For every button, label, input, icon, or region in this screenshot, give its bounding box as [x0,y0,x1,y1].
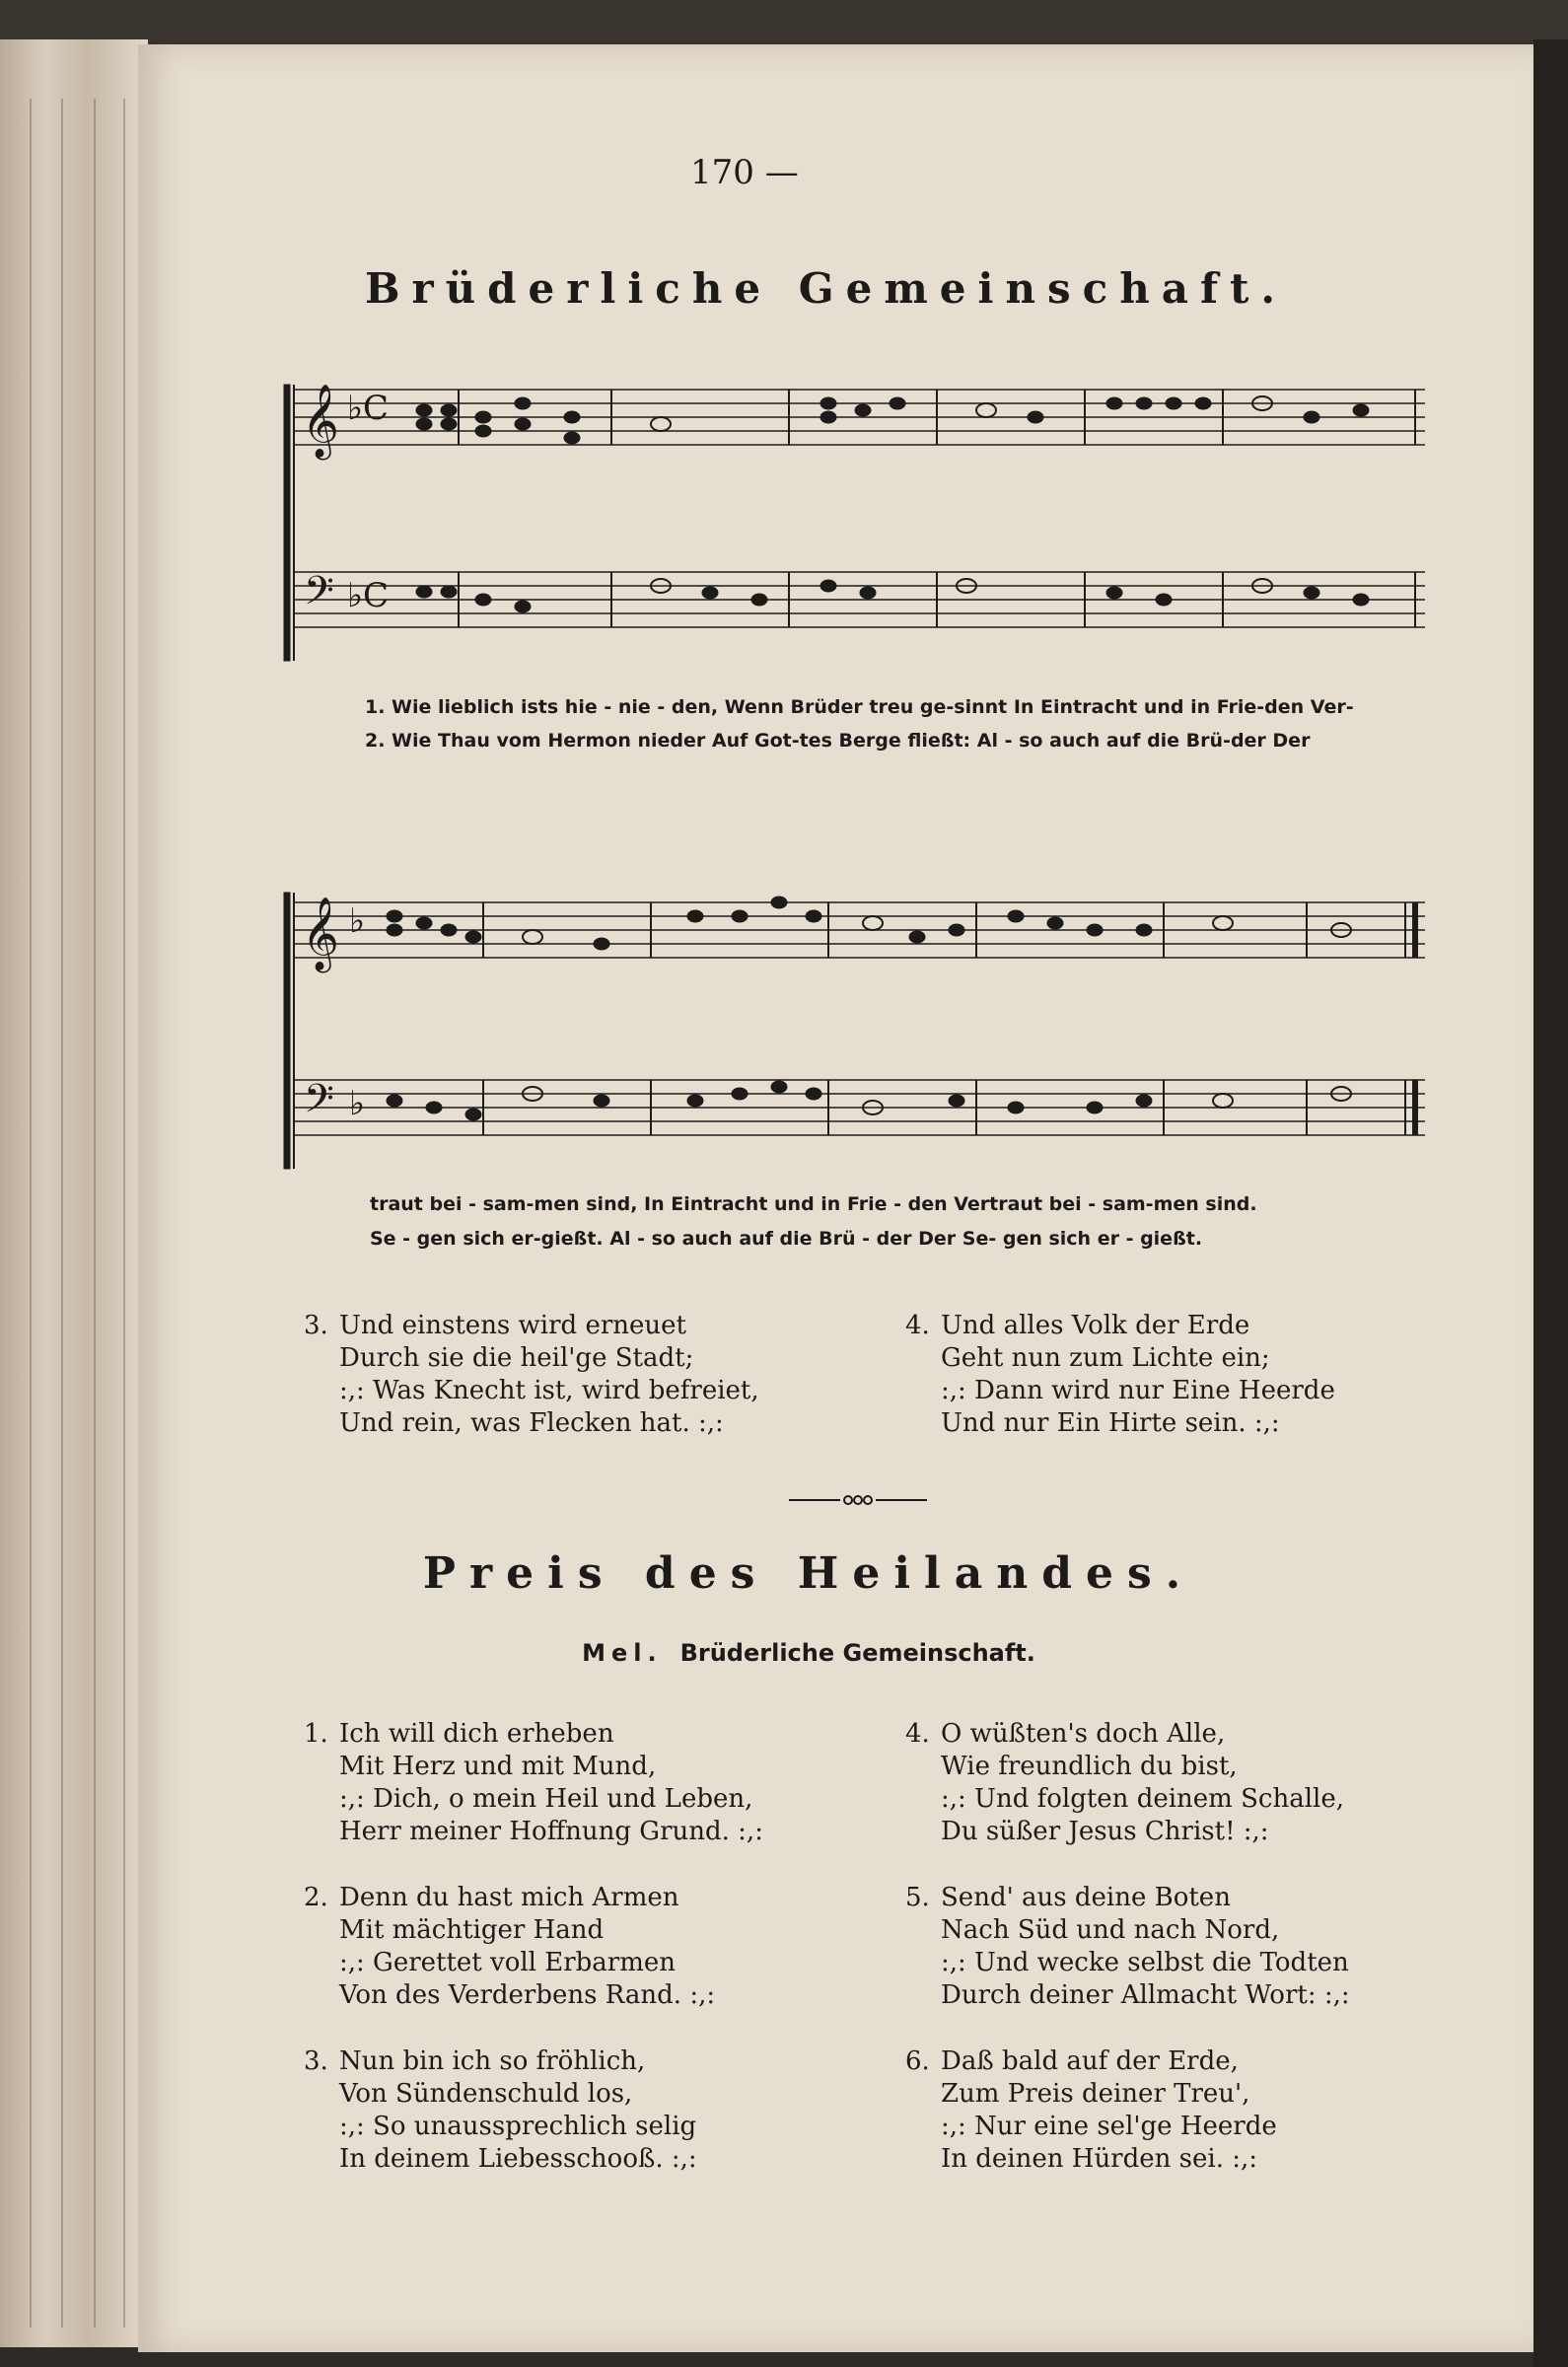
lyrics-line-2a: traut bei - sam-men sind, In Eintracht und in Frie - den Vertraut bei - sam-men sind. [370,1193,1257,1215]
lyrics-line-1b: 2. Wie Thau vom Hermon nieder Auf Got-tes Berge fließt: Al - so auch auf die Brü-der Der [365,730,1311,752]
svg-text:♭: ♭ [349,901,366,941]
melody-name: Brüderliche Gemeinschaft. [679,1639,1035,1667]
svg-text:♭C: ♭C [347,389,390,428]
treble-clef-icon: 𝄞 [302,897,339,970]
verse-block-p5: 5. Send' aus deine Boten Nach Süd und nach Nord, :,: Und wecke selbst die Todten Durch deiner Allmacht Wort: :,: [905,1883,1350,2010]
music-system-2 [284,893,1425,1169]
bass-clef-icon: 𝄢 [304,568,334,623]
song-title-1: Brüderliche Gemeinschaft. [365,264,1288,313]
bass-clef-icon: 𝄢 [304,1076,334,1131]
treble-clef-icon: 𝄞 [302,385,339,458]
verse-block-p3: 3. Nun bin ich so fröhlich, Von Sündenschuld los, :,: So unaussprechlich selig In deinem Liebesschooß. :,: [304,2046,697,2174]
section-divider-icon [789,1494,927,1506]
verse-block-p1: 1. Ich will dich erheben Mit Herz und mit Mund, :,: Dich, o mein Heil und Leben, Herr meiner Hoffnung Grund. :,: [304,1719,763,1846]
book-right-edge [1533,39,1568,2367]
verse-block-p6: 6. Daß bald auf der Erde, Zum Preis deiner Treu', :,: Nur eine sel'ge Heerde In deinen Hürden sei. :,: [905,2046,1277,2174]
sheet-music [276,365,1440,1174]
verse-block-3: 3. Und einstens wird erneuet Durch sie die heil'ge Stadt; :,: Was Knecht ist, wird befreiet, Und rein, was Flecken hat. :,: [304,1311,759,1438]
melody-reference [473,1639,1144,1667]
verse-block-p2: 2. Denn du hast mich Armen Mit mächtiger Hand :,: Gerettet voll Erbarmen Von des Verderbens Rand. :,: [304,1883,716,2010]
svg-text:♭: ♭ [349,1084,366,1123]
left-page-stack [0,39,148,2347]
verse-block-4: 4. Und alles Volk der Erde Geht nun zum Lichte ein; :,: Dann wird nur Eine Heerde Und nur Ein Hirte sein. :,: [905,1311,1335,1438]
lyrics-line-1a: 1. Wie lieblich ists hie - nie - den, Wenn Brüder treu ge-sinnt In Eintracht und in Frie-den Ver- [365,696,1354,718]
lyrics-line-2b: Se - gen sich er-gießt. Al - so auch auf die Brü - der Der Se- gen sich er - gießt. [370,1228,1203,1250]
svg-text:♭C: ♭C [347,576,390,615]
verse-block-p4: 4. O wüßten's doch Alle, Wie freundlich du bist, :,: Und folgten deinem Schalle, Du süßer Jesus Christ! :,: [905,1719,1344,1846]
melody-label: Mel. [582,1639,663,1667]
page-number: 170 — [690,153,799,192]
notes-system-1 [416,396,1369,612]
music-system-1 [284,385,1425,661]
song-title-2: Preis des Heilandes. [422,1548,1195,1599]
